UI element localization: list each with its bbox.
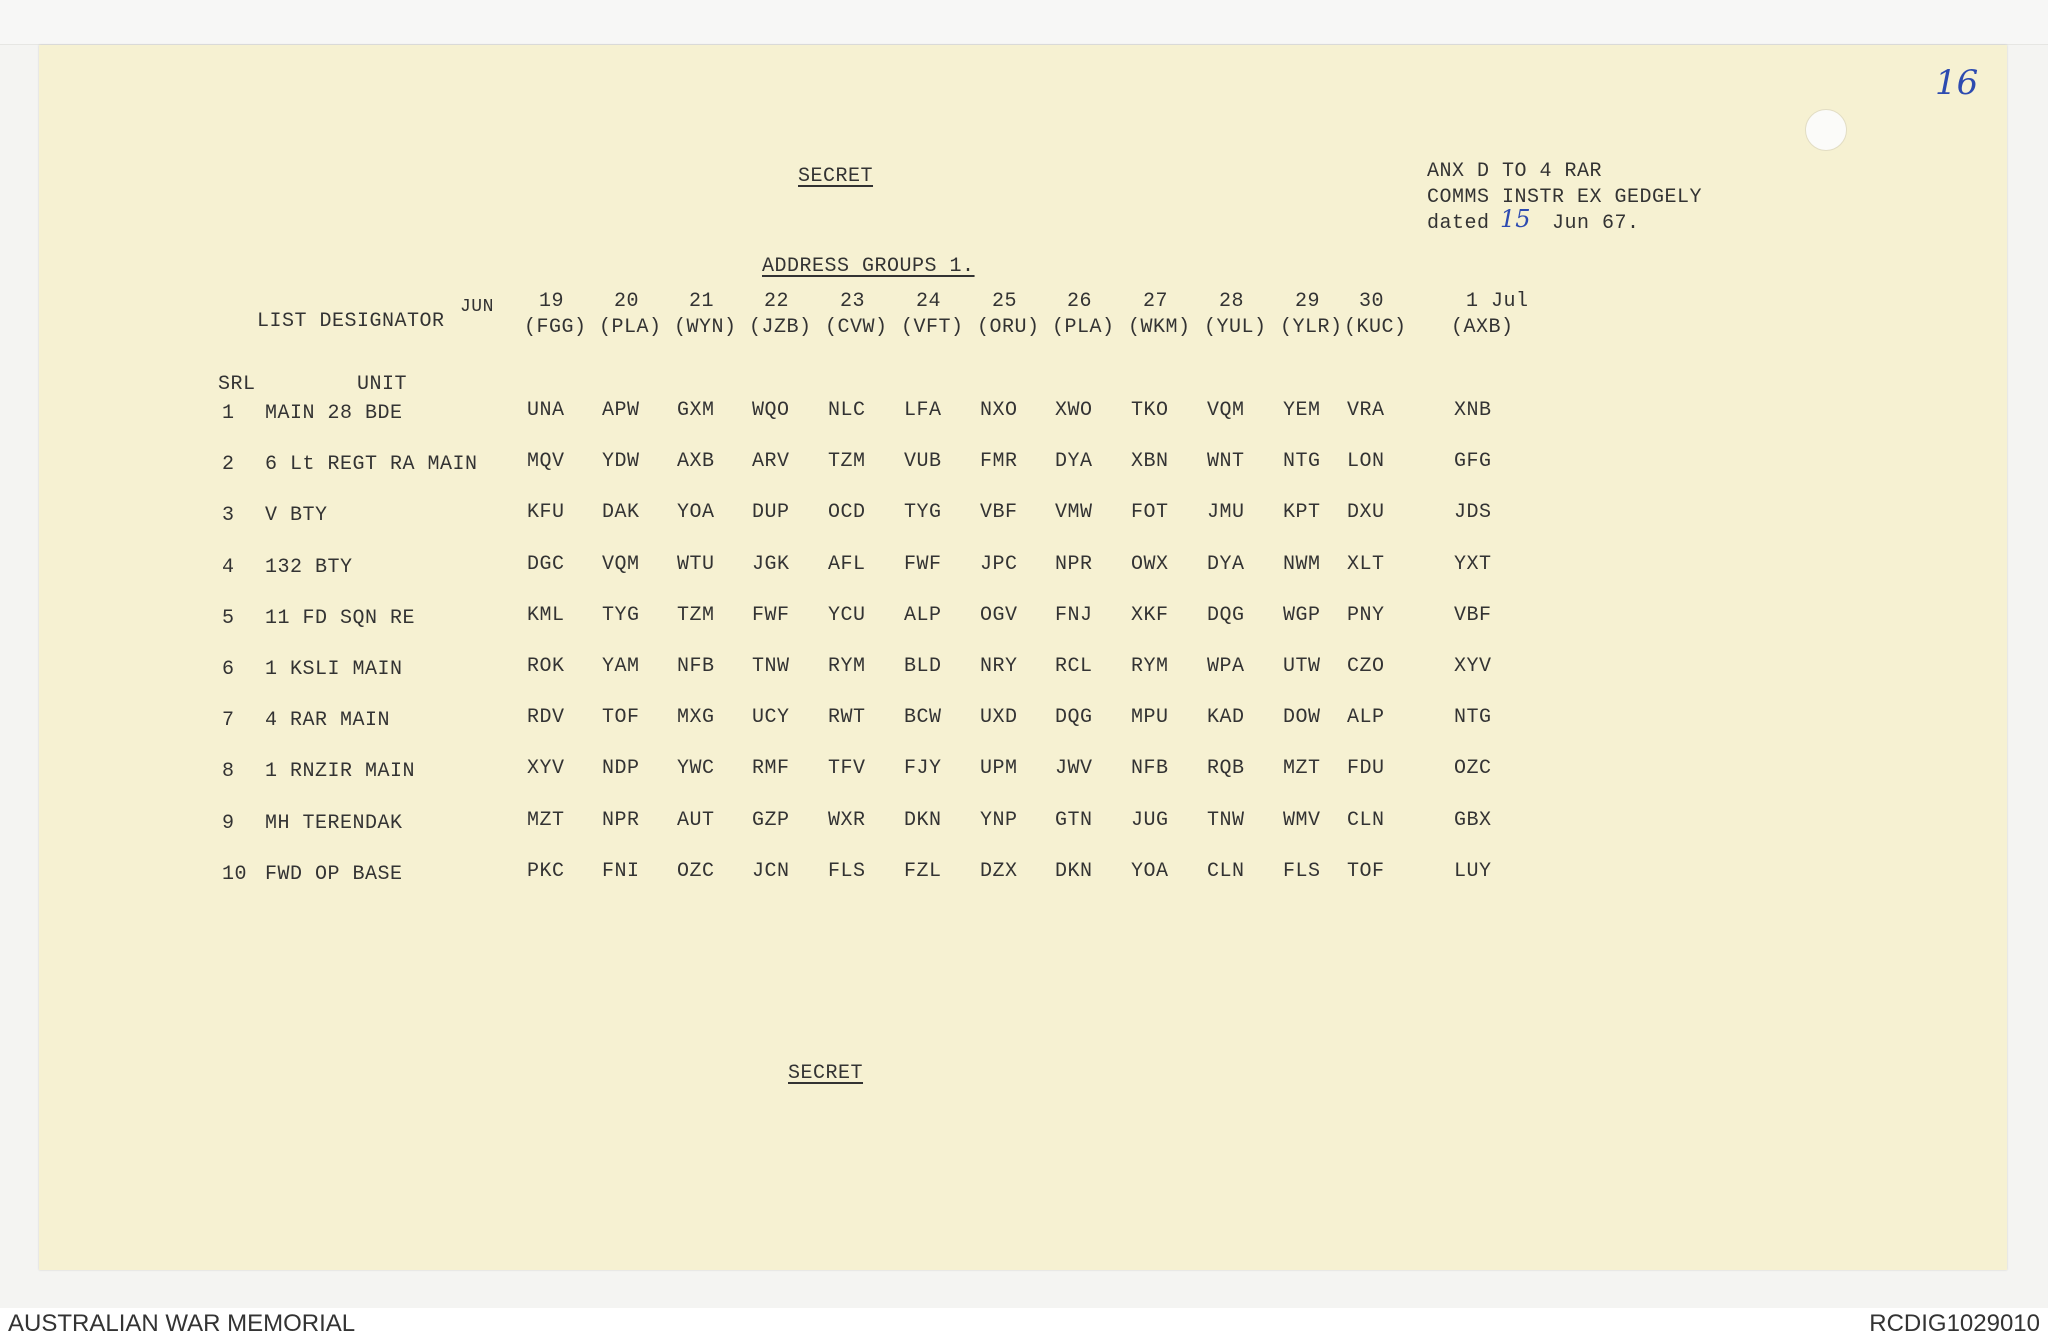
- address-group-cell: CZO: [1347, 655, 1385, 678]
- document-page: [39, 45, 2007, 1270]
- address-group-cell: FNI: [602, 860, 640, 883]
- address-group-cell: FNJ: [1055, 604, 1093, 627]
- address-group-cell: UXD: [980, 706, 1018, 729]
- column-day: 26: [1067, 290, 1093, 313]
- footer-right: RCDIG1029010: [1869, 1310, 2040, 1337]
- row-unit: MH TERENDAK: [265, 812, 403, 835]
- address-group-cell: NPR: [1055, 553, 1093, 576]
- column-day: 30: [1359, 290, 1385, 313]
- column-day: 19: [539, 290, 565, 313]
- column-designator: (KUC): [1344, 316, 1407, 339]
- top-margin-strip: [0, 0, 2048, 45]
- column-day: 1 Jul: [1466, 290, 1529, 313]
- address-group-cell: NLC: [828, 399, 866, 422]
- address-group-cell: UCY: [752, 706, 790, 729]
- column-day: 29: [1295, 290, 1321, 313]
- address-group-cell: ALP: [1347, 706, 1385, 729]
- address-group-cell: NWM: [1283, 553, 1321, 576]
- address-group-cell: GXM: [677, 399, 715, 422]
- address-group-cell: NFB: [1131, 757, 1169, 780]
- address-group-cell: WPA: [1207, 655, 1245, 678]
- address-group-cell: DUP: [752, 501, 790, 524]
- row-serial: 2: [222, 453, 235, 476]
- address-group-cell: YXT: [1454, 553, 1492, 576]
- address-group-cell: YCU: [828, 604, 866, 627]
- address-group-cell: APW: [602, 399, 640, 422]
- address-group-cell: XLT: [1347, 553, 1385, 576]
- column-designator: (WKM): [1128, 316, 1191, 339]
- column-designator: (PLA): [1052, 316, 1115, 339]
- address-group-cell: LON: [1347, 450, 1385, 473]
- column-designator: (VFT): [901, 316, 964, 339]
- column-designator: (WYN): [674, 316, 737, 339]
- address-group-cell: WQO: [752, 399, 790, 422]
- row-serial: 5: [222, 607, 235, 630]
- column-designator: (FGG): [524, 316, 587, 339]
- address-group-cell: FWF: [904, 553, 942, 576]
- annex-line-3: dated: [1427, 212, 1490, 235]
- address-group-cell: MZT: [527, 809, 565, 832]
- row-unit: 132 BTY: [265, 556, 353, 579]
- column-designator: (YLR): [1280, 316, 1343, 339]
- address-group-cell: JUG: [1131, 809, 1169, 832]
- row-unit: V BTY: [265, 504, 328, 527]
- address-group-cell: WXR: [828, 809, 866, 832]
- address-group-cell: XYV: [1454, 655, 1492, 678]
- address-group-cell: YWC: [677, 757, 715, 780]
- address-group-cell: DXU: [1347, 501, 1385, 524]
- address-group-cell: KFU: [527, 501, 565, 524]
- address-group-cell: TZM: [677, 604, 715, 627]
- classification-bottom: SECRET: [788, 1062, 864, 1085]
- column-day: 27: [1143, 290, 1169, 313]
- address-group-cell: GBX: [1454, 809, 1492, 832]
- address-group-cell: CLN: [1347, 809, 1385, 832]
- address-group-cell: VQM: [1207, 399, 1245, 422]
- address-group-cell: GTN: [1055, 809, 1093, 832]
- address-group-cell: RQB: [1207, 757, 1245, 780]
- address-group-cell: JPC: [980, 553, 1018, 576]
- address-group-cell: WGP: [1283, 604, 1321, 627]
- address-group-cell: UTW: [1283, 655, 1321, 678]
- address-group-cell: DYA: [1055, 450, 1093, 473]
- unit-header: UNIT: [357, 373, 408, 396]
- address-group-cell: YDW: [602, 450, 640, 473]
- column-day: 23: [840, 290, 866, 313]
- document-title: ADDRESS GROUPS 1.: [762, 255, 975, 278]
- address-group-cell: XWO: [1055, 399, 1093, 422]
- row-serial: 1: [222, 402, 235, 425]
- address-group-cell: OWX: [1131, 553, 1169, 576]
- address-group-cell: YEM: [1283, 399, 1321, 422]
- address-group-cell: FMR: [980, 450, 1018, 473]
- row-unit: FWD OP BASE: [265, 863, 403, 886]
- address-group-cell: WMV: [1283, 809, 1321, 832]
- address-group-cell: TZM: [828, 450, 866, 473]
- address-group-cell: UNA: [527, 399, 565, 422]
- punch-hole: [1805, 109, 1847, 151]
- address-group-cell: PKC: [527, 860, 565, 883]
- address-group-cell: DAK: [602, 501, 640, 524]
- column-designator: (PLA): [599, 316, 662, 339]
- address-group-cell: YOA: [1131, 860, 1169, 883]
- address-group-cell: WTU: [677, 553, 715, 576]
- address-group-cell: BLD: [904, 655, 942, 678]
- row-serial: 3: [222, 504, 235, 527]
- address-group-cell: WNT: [1207, 450, 1245, 473]
- address-group-cell: JCN: [752, 860, 790, 883]
- column-designator: (AXB): [1451, 316, 1514, 339]
- classification-top: SECRET: [798, 165, 874, 188]
- address-group-cell: FZL: [904, 860, 942, 883]
- address-group-cell: KML: [527, 604, 565, 627]
- address-group-cell: OGV: [980, 604, 1018, 627]
- address-group-cell: MPU: [1131, 706, 1169, 729]
- address-group-cell: VMW: [1055, 501, 1093, 524]
- address-group-cell: AXB: [677, 450, 715, 473]
- row-unit: 6 Lt REGT RA MAIN: [265, 453, 478, 476]
- address-group-cell: RDV: [527, 706, 565, 729]
- column-day: 20: [614, 290, 640, 313]
- address-group-cell: XNB: [1454, 399, 1492, 422]
- column-designator: (YUL): [1204, 316, 1267, 339]
- address-group-cell: FLS: [1283, 860, 1321, 883]
- address-group-cell: FWF: [752, 604, 790, 627]
- address-group-cell: RCL: [1055, 655, 1093, 678]
- address-group-cell: YNP: [980, 809, 1018, 832]
- address-group-cell: YAM: [602, 655, 640, 678]
- row-serial: 10: [222, 863, 248, 886]
- address-group-cell: TNW: [752, 655, 790, 678]
- address-group-cell: RYM: [828, 655, 866, 678]
- address-group-cell: NFB: [677, 655, 715, 678]
- address-group-cell: TKO: [1131, 399, 1169, 422]
- handwritten-page-number: 16: [1935, 63, 1979, 103]
- address-group-cell: PNY: [1347, 604, 1385, 627]
- address-group-cell: TYG: [904, 501, 942, 524]
- row-serial: 9: [222, 812, 235, 835]
- address-group-cell: NDP: [602, 757, 640, 780]
- list-designator-label: LIST DESIGNATOR: [257, 310, 445, 333]
- address-group-cell: XKF: [1131, 604, 1169, 627]
- address-group-cell: OZC: [1454, 757, 1492, 780]
- address-group-cell: VBF: [980, 501, 1018, 524]
- serial-header: SRL: [218, 373, 256, 396]
- row-unit: 4 RAR MAIN: [265, 709, 391, 732]
- footer-left: AUSTRALIAN WAR MEMORIAL: [8, 1310, 356, 1337]
- address-group-cell: ALP: [904, 604, 942, 627]
- address-group-cell: UPM: [980, 757, 1018, 780]
- address-group-cell: BCW: [904, 706, 942, 729]
- address-group-cell: DKN: [1055, 860, 1093, 883]
- row-unit: MAIN 28 BDE: [265, 402, 403, 425]
- address-group-cell: VUB: [904, 450, 942, 473]
- address-group-cell: GZP: [752, 809, 790, 832]
- address-group-cell: TNW: [1207, 809, 1245, 832]
- address-group-cell: XYV: [527, 757, 565, 780]
- row-serial: 4: [222, 556, 235, 579]
- address-group-cell: DKN: [904, 809, 942, 832]
- address-group-cell: NTG: [1283, 450, 1321, 473]
- row-unit: 11 FD SQN RE: [265, 607, 416, 630]
- address-group-cell: GFG: [1454, 450, 1492, 473]
- address-group-cell: NXO: [980, 399, 1018, 422]
- address-group-cell: JMU: [1207, 501, 1245, 524]
- annex-line-4: Jun 67.: [1552, 212, 1640, 235]
- address-group-cell: KPT: [1283, 501, 1321, 524]
- address-group-cell: TOF: [1347, 860, 1385, 883]
- column-designator: (CVW): [825, 316, 888, 339]
- address-group-cell: AUT: [677, 809, 715, 832]
- month-label: JUN: [460, 297, 494, 317]
- address-group-cell: AFL: [828, 553, 866, 576]
- row-serial: 8: [222, 760, 235, 783]
- address-group-cell: NPR: [602, 809, 640, 832]
- column-day: 25: [992, 290, 1018, 313]
- address-group-cell: DYA: [1207, 553, 1245, 576]
- address-group-cell: YOA: [677, 501, 715, 524]
- row-unit: 1 RNZIR MAIN: [265, 760, 416, 783]
- address-group-cell: LUY: [1454, 860, 1492, 883]
- row-serial: 6: [222, 658, 235, 681]
- address-group-cell: DQG: [1207, 604, 1245, 627]
- address-group-cell: NRY: [980, 655, 1018, 678]
- column-day: 22: [764, 290, 790, 313]
- address-group-cell: OCD: [828, 501, 866, 524]
- column-day: 21: [689, 290, 715, 313]
- row-serial: 7: [222, 709, 235, 732]
- address-group-cell: JGK: [752, 553, 790, 576]
- address-group-cell: MZT: [1283, 757, 1321, 780]
- address-group-cell: TOF: [602, 706, 640, 729]
- address-group-cell: ROK: [527, 655, 565, 678]
- address-group-cell: MXG: [677, 706, 715, 729]
- address-group-cell: FDU: [1347, 757, 1385, 780]
- address-group-cell: FLS: [828, 860, 866, 883]
- address-group-cell: TYG: [602, 604, 640, 627]
- address-group-cell: VBF: [1454, 604, 1492, 627]
- address-group-cell: DQG: [1055, 706, 1093, 729]
- column-designator: (ORU): [977, 316, 1040, 339]
- row-unit: 1 KSLI MAIN: [265, 658, 403, 681]
- address-group-cell: RYM: [1131, 655, 1169, 678]
- address-group-cell: VQM: [602, 553, 640, 576]
- address-group-cell: DOW: [1283, 706, 1321, 729]
- address-group-cell: RMF: [752, 757, 790, 780]
- address-group-cell: XBN: [1131, 450, 1169, 473]
- address-group-cell: CLN: [1207, 860, 1245, 883]
- address-group-cell: DGC: [527, 553, 565, 576]
- column-designator: (JZB): [749, 316, 812, 339]
- address-group-cell: VRA: [1347, 399, 1385, 422]
- address-group-cell: NTG: [1454, 706, 1492, 729]
- address-group-cell: JDS: [1454, 501, 1492, 524]
- address-group-cell: OZC: [677, 860, 715, 883]
- handwritten-annex-day: 15: [1500, 205, 1531, 233]
- address-group-cell: DZX: [980, 860, 1018, 883]
- address-group-cell: LFA: [904, 399, 942, 422]
- address-group-cell: MQV: [527, 450, 565, 473]
- address-group-cell: TFV: [828, 757, 866, 780]
- address-group-cell: KAD: [1207, 706, 1245, 729]
- column-day: 28: [1219, 290, 1245, 313]
- annex-line-1: ANX D TO 4 RAR: [1427, 160, 1603, 183]
- address-group-cell: ARV: [752, 450, 790, 473]
- address-group-cell: FJY: [904, 757, 942, 780]
- annex-line-2: COMMS INSTR EX GEDGELY: [1427, 186, 1703, 209]
- address-group-cell: JWV: [1055, 757, 1093, 780]
- address-group-cell: FOT: [1131, 501, 1169, 524]
- address-group-cell: RWT: [828, 706, 866, 729]
- column-day: 24: [916, 290, 942, 313]
